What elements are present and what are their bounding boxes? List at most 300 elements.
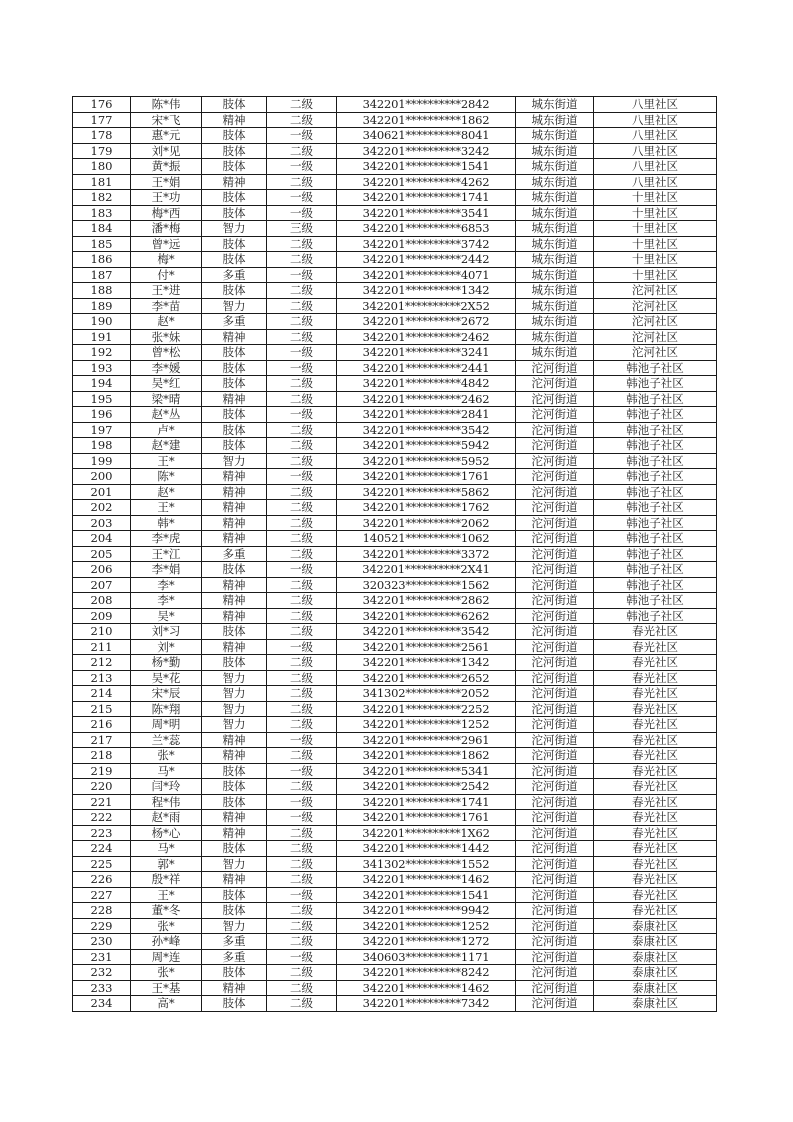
disability-type-cell: 精神 [202, 577, 267, 593]
table-row [73, 221, 717, 237]
name-cell: 王*基 [131, 980, 202, 996]
disability-level-cell: 三级 [267, 221, 337, 237]
disability-level-cell: 一级 [267, 407, 337, 423]
id-number-cell: 342201**********2961 [337, 732, 516, 748]
disability-type-cell: 智力 [202, 298, 267, 314]
street-cell: 沱河街道 [516, 748, 594, 764]
disability-type-cell: 智力 [202, 856, 267, 872]
name-cell: 刘*见 [131, 143, 202, 159]
id-number-cell: 342201**********1252 [337, 717, 516, 733]
disability-type-cell: 肢体 [202, 562, 267, 578]
disability-type-cell: 精神 [202, 639, 267, 655]
row-number-cell: 189 [73, 298, 131, 314]
name-cell: 杨*勤 [131, 655, 202, 671]
disability-type-cell: 肢体 [202, 887, 267, 903]
table-row [73, 701, 717, 717]
id-number-cell: 341302**********2052 [337, 686, 516, 702]
street-cell: 沱河街道 [516, 903, 594, 919]
row-number-cell: 199 [73, 453, 131, 469]
street-cell: 沱河街道 [516, 562, 594, 578]
id-number-cell: 140521**********1062 [337, 531, 516, 547]
row-number-cell: 187 [73, 267, 131, 283]
name-cell: 程*伟 [131, 794, 202, 810]
id-number-cell: 342201**********7342 [337, 996, 516, 1012]
street-cell: 沱河街道 [516, 965, 594, 981]
community-cell: 十里社区 [594, 221, 717, 237]
disability-level-cell: 一级 [267, 810, 337, 826]
row-number-cell: 234 [73, 996, 131, 1012]
street-cell: 沱河街道 [516, 577, 594, 593]
disability-type-cell: 肢体 [202, 763, 267, 779]
table-row [73, 190, 717, 206]
id-number-cell: 342201**********1442 [337, 841, 516, 857]
table-row [73, 531, 717, 547]
disability-level-cell: 二级 [267, 872, 337, 888]
community-cell: 春光社区 [594, 810, 717, 826]
table-row [73, 453, 717, 469]
disability-level-cell: 二级 [267, 391, 337, 407]
row-number-cell: 226 [73, 872, 131, 888]
street-cell: 沱河街道 [516, 531, 594, 547]
table-row [73, 236, 717, 252]
row-number-cell: 193 [73, 360, 131, 376]
id-number-cell: 342201**********2862 [337, 593, 516, 609]
id-number-cell: 342201**********3372 [337, 546, 516, 562]
table-row [73, 562, 717, 578]
community-cell: 春光社区 [594, 670, 717, 686]
id-number-cell: 342201**********2X41 [337, 562, 516, 578]
name-cell: 赵*建 [131, 438, 202, 454]
row-number-cell: 200 [73, 469, 131, 485]
table-row [73, 345, 717, 361]
street-cell: 沱河街道 [516, 701, 594, 717]
id-number-cell: 342201**********4071 [337, 267, 516, 283]
community-cell: 春光社区 [594, 794, 717, 810]
id-number-cell: 342201**********2652 [337, 670, 516, 686]
community-cell: 八里社区 [594, 128, 717, 144]
id-number-cell: 342201**********5952 [337, 453, 516, 469]
disability-type-cell: 精神 [202, 872, 267, 888]
community-cell: 十里社区 [594, 252, 717, 268]
disability-type-cell: 肢体 [202, 128, 267, 144]
table-row [73, 329, 717, 345]
disability-level-cell: 二级 [267, 515, 337, 531]
row-number-cell: 188 [73, 283, 131, 299]
disability-type-cell: 精神 [202, 593, 267, 609]
community-cell: 八里社区 [594, 174, 717, 190]
id-number-cell: 342201**********1272 [337, 934, 516, 950]
disability-type-cell: 智力 [202, 221, 267, 237]
disability-type-cell: 肢体 [202, 97, 267, 113]
row-number-cell: 195 [73, 391, 131, 407]
row-number-cell: 192 [73, 345, 131, 361]
name-cell: 梁*晴 [131, 391, 202, 407]
table-row [73, 825, 717, 841]
name-cell: 刘*习 [131, 624, 202, 640]
community-cell: 韩池子社区 [594, 546, 717, 562]
community-cell: 春光社区 [594, 856, 717, 872]
disability-type-cell: 精神 [202, 531, 267, 547]
street-cell: 城东街道 [516, 159, 594, 175]
name-cell: 周*明 [131, 717, 202, 733]
disability-level-cell: 二级 [267, 717, 337, 733]
disability-level-cell: 一级 [267, 345, 337, 361]
id-number-cell: 342201**********2561 [337, 639, 516, 655]
street-cell: 城东街道 [516, 221, 594, 237]
street-cell: 沱河街道 [516, 717, 594, 733]
name-cell: 王*江 [131, 546, 202, 562]
table-row [73, 887, 717, 903]
disability-type-cell: 肢体 [202, 345, 267, 361]
street-cell: 沱河街道 [516, 360, 594, 376]
row-number-cell: 208 [73, 593, 131, 609]
name-cell: 宋*飞 [131, 112, 202, 128]
name-cell: 卢* [131, 422, 202, 438]
table-row [73, 779, 717, 795]
name-cell: 赵*雨 [131, 810, 202, 826]
table-row [73, 205, 717, 221]
id-number-cell: 342201**********1761 [337, 810, 516, 826]
disability-level-cell: 二级 [267, 624, 337, 640]
disability-level-cell: 一级 [267, 469, 337, 485]
id-number-cell: 320323**********1562 [337, 577, 516, 593]
street-cell: 沱河街道 [516, 469, 594, 485]
disability-level-cell: 一级 [267, 732, 337, 748]
id-number-cell: 342201**********1862 [337, 112, 516, 128]
disability-type-cell: 肢体 [202, 794, 267, 810]
street-cell: 沱河街道 [516, 794, 594, 810]
street-cell: 城东街道 [516, 267, 594, 283]
row-number-cell: 176 [73, 97, 131, 113]
row-number-cell: 225 [73, 856, 131, 872]
community-cell: 韩池子社区 [594, 577, 717, 593]
id-number-cell: 342201**********1462 [337, 872, 516, 888]
table-row [73, 283, 717, 299]
name-cell: 李* [131, 593, 202, 609]
row-number-cell: 196 [73, 407, 131, 423]
street-cell: 城东街道 [516, 128, 594, 144]
name-cell: 曾*远 [131, 236, 202, 252]
name-cell: 李*虎 [131, 531, 202, 547]
disability-level-cell: 二级 [267, 143, 337, 159]
table-row [73, 934, 717, 950]
name-cell: 赵* [131, 484, 202, 500]
street-cell: 城东街道 [516, 298, 594, 314]
community-cell: 春光社区 [594, 639, 717, 655]
street-cell: 沱河街道 [516, 856, 594, 872]
table-row [73, 748, 717, 764]
community-cell: 泰康社区 [594, 965, 717, 981]
name-cell: 李*苗 [131, 298, 202, 314]
community-cell: 十里社区 [594, 205, 717, 221]
street-cell: 沱河街道 [516, 515, 594, 531]
street-cell: 沱河街道 [516, 825, 594, 841]
name-cell: 刘* [131, 639, 202, 655]
street-cell: 沱河街道 [516, 996, 594, 1012]
disability-type-cell: 多重 [202, 314, 267, 330]
table-row [73, 546, 717, 562]
disability-level-cell: 二级 [267, 283, 337, 299]
name-cell: 赵*丛 [131, 407, 202, 423]
community-cell: 沱河社区 [594, 345, 717, 361]
disability-type-cell: 精神 [202, 174, 267, 190]
disability-type-cell: 智力 [202, 918, 267, 934]
street-cell: 城东街道 [516, 252, 594, 268]
table-row [73, 624, 717, 640]
disability-type-cell: 精神 [202, 329, 267, 345]
disability-type-cell: 肢体 [202, 422, 267, 438]
row-number-cell: 224 [73, 841, 131, 857]
name-cell: 吴*花 [131, 670, 202, 686]
table-row [73, 996, 717, 1012]
disability-level-cell: 一级 [267, 562, 337, 578]
row-number-cell: 190 [73, 314, 131, 330]
street-cell: 沱河街道 [516, 407, 594, 423]
id-number-cell: 342201**********1X62 [337, 825, 516, 841]
street-cell: 沱河街道 [516, 639, 594, 655]
street-cell: 沱河街道 [516, 949, 594, 965]
disability-level-cell: 一级 [267, 267, 337, 283]
street-cell: 沱河街道 [516, 376, 594, 392]
id-number-cell: 342201**********1862 [337, 748, 516, 764]
row-number-cell: 194 [73, 376, 131, 392]
community-cell: 泰康社区 [594, 980, 717, 996]
disability-level-cell: 二级 [267, 856, 337, 872]
community-cell: 韩池子社区 [594, 407, 717, 423]
disability-type-cell: 肢体 [202, 236, 267, 252]
community-cell: 韩池子社区 [594, 453, 717, 469]
row-number-cell: 210 [73, 624, 131, 640]
id-number-cell: 342201**********3242 [337, 143, 516, 159]
disability-type-cell: 智力 [202, 453, 267, 469]
disability-level-cell: 二级 [267, 453, 337, 469]
name-cell: 赵* [131, 314, 202, 330]
id-number-cell: 342201**********1741 [337, 190, 516, 206]
street-cell: 城东街道 [516, 112, 594, 128]
disability-type-cell: 精神 [202, 825, 267, 841]
disability-level-cell: 二级 [267, 918, 337, 934]
disability-type-cell: 智力 [202, 670, 267, 686]
community-cell: 春光社区 [594, 825, 717, 841]
disability-level-cell: 二级 [267, 980, 337, 996]
row-number-cell: 227 [73, 887, 131, 903]
disability-level-cell: 二级 [267, 670, 337, 686]
name-cell: 张* [131, 748, 202, 764]
table-row [73, 794, 717, 810]
community-cell: 韩池子社区 [594, 593, 717, 609]
row-number-cell: 218 [73, 748, 131, 764]
id-number-cell: 341302**********1552 [337, 856, 516, 872]
row-number-cell: 221 [73, 794, 131, 810]
id-number-cell: 342201**********2462 [337, 391, 516, 407]
community-cell: 春光社区 [594, 903, 717, 919]
name-cell: 王* [131, 500, 202, 516]
street-cell: 城东街道 [516, 236, 594, 252]
name-cell: 梅*西 [131, 205, 202, 221]
community-cell: 韩池子社区 [594, 531, 717, 547]
name-cell: 王*功 [131, 190, 202, 206]
street-cell: 沱河街道 [516, 500, 594, 516]
disability-level-cell: 二级 [267, 422, 337, 438]
row-number-cell: 182 [73, 190, 131, 206]
name-cell: 潘*梅 [131, 221, 202, 237]
disability-level-cell: 二级 [267, 965, 337, 981]
table-row [73, 717, 717, 733]
street-cell: 沱河街道 [516, 438, 594, 454]
street-cell: 沱河街道 [516, 593, 594, 609]
disability-type-cell: 精神 [202, 732, 267, 748]
name-cell: 王*进 [131, 283, 202, 299]
table-row [73, 918, 717, 934]
street-cell: 沱河街道 [516, 872, 594, 888]
disability-level-cell: 二级 [267, 996, 337, 1012]
id-number-cell: 342201**********2442 [337, 252, 516, 268]
table-row [73, 128, 717, 144]
disability-level-cell: 一级 [267, 205, 337, 221]
street-cell: 城东街道 [516, 174, 594, 190]
disability-type-cell: 精神 [202, 608, 267, 624]
disability-type-cell: 智力 [202, 717, 267, 733]
disability-level-cell: 一级 [267, 190, 337, 206]
community-cell: 韩池子社区 [594, 515, 717, 531]
row-number-cell: 212 [73, 655, 131, 671]
community-cell: 泰康社区 [594, 918, 717, 934]
disability-type-cell: 肢体 [202, 159, 267, 175]
disability-type-cell: 肢体 [202, 205, 267, 221]
row-number-cell: 232 [73, 965, 131, 981]
name-cell: 付* [131, 267, 202, 283]
community-cell: 沱河社区 [594, 329, 717, 345]
street-cell: 沱河街道 [516, 686, 594, 702]
disability-type-cell: 精神 [202, 980, 267, 996]
row-number-cell: 201 [73, 484, 131, 500]
disability-level-cell: 一级 [267, 159, 337, 175]
disability-type-cell: 肢体 [202, 903, 267, 919]
disability-level-cell: 二级 [267, 701, 337, 717]
id-number-cell: 342201**********9942 [337, 903, 516, 919]
table-row [73, 686, 717, 702]
row-number-cell: 203 [73, 515, 131, 531]
table-row [73, 608, 717, 624]
id-number-cell: 342201**********5942 [337, 438, 516, 454]
street-cell: 沱河街道 [516, 422, 594, 438]
street-cell: 沱河街道 [516, 779, 594, 795]
community-cell: 十里社区 [594, 236, 717, 252]
table-body [73, 97, 717, 1012]
disability-level-cell: 二级 [267, 236, 337, 252]
disability-type-cell: 肢体 [202, 624, 267, 640]
table-row [73, 500, 717, 516]
name-cell: 兰*蕊 [131, 732, 202, 748]
name-cell: 梅* [131, 252, 202, 268]
table-row [73, 422, 717, 438]
disability-type-cell: 肢体 [202, 190, 267, 206]
disability-level-cell: 二级 [267, 531, 337, 547]
name-cell: 王*娟 [131, 174, 202, 190]
table-row [73, 670, 717, 686]
street-cell: 沱河街道 [516, 624, 594, 640]
name-cell: 马* [131, 841, 202, 857]
row-number-cell: 215 [73, 701, 131, 717]
name-cell: 惠*元 [131, 128, 202, 144]
street-cell: 沱河街道 [516, 453, 594, 469]
street-cell: 城东街道 [516, 97, 594, 113]
row-number-cell: 206 [73, 562, 131, 578]
community-cell: 沱河社区 [594, 314, 717, 330]
name-cell: 张* [131, 918, 202, 934]
name-cell: 董*冬 [131, 903, 202, 919]
id-number-cell: 342201**********1252 [337, 918, 516, 934]
community-cell: 春光社区 [594, 841, 717, 857]
row-number-cell: 191 [73, 329, 131, 345]
disability-level-cell: 二级 [267, 97, 337, 113]
row-number-cell: 205 [73, 546, 131, 562]
id-number-cell: 342201**********2462 [337, 329, 516, 345]
name-cell: 张* [131, 965, 202, 981]
disability-level-cell: 二级 [267, 174, 337, 190]
disability-level-cell: 二级 [267, 376, 337, 392]
table-row [73, 856, 717, 872]
disability-type-cell: 肢体 [202, 438, 267, 454]
disability-type-cell: 精神 [202, 112, 267, 128]
name-cell: 曾*松 [131, 345, 202, 361]
disability-level-cell: 二级 [267, 934, 337, 950]
table-row [73, 841, 717, 857]
disability-level-cell: 二级 [267, 252, 337, 268]
disability-type-cell: 精神 [202, 810, 267, 826]
row-number-cell: 217 [73, 732, 131, 748]
table-row [73, 391, 717, 407]
id-number-cell: 342201**********1342 [337, 655, 516, 671]
community-cell: 春光社区 [594, 779, 717, 795]
id-number-cell: 342201**********1462 [337, 980, 516, 996]
disability-level-cell: 二级 [267, 546, 337, 562]
row-number-cell: 222 [73, 810, 131, 826]
id-number-cell: 342201**********2252 [337, 701, 516, 717]
street-cell: 沱河街道 [516, 980, 594, 996]
id-number-cell: 342201**********2841 [337, 407, 516, 423]
disability-type-cell: 精神 [202, 500, 267, 516]
table-row [73, 97, 717, 113]
id-number-cell: 342201**********8242 [337, 965, 516, 981]
disability-level-cell: 二级 [267, 779, 337, 795]
table-row [73, 484, 717, 500]
table-row [73, 143, 717, 159]
row-number-cell: 207 [73, 577, 131, 593]
id-number-cell: 342201**********3241 [337, 345, 516, 361]
disability-type-cell: 多重 [202, 267, 267, 283]
disability-level-cell: 一级 [267, 887, 337, 903]
community-cell: 韩池子社区 [594, 391, 717, 407]
row-number-cell: 233 [73, 980, 131, 996]
row-number-cell: 181 [73, 174, 131, 190]
community-cell: 八里社区 [594, 159, 717, 175]
row-number-cell: 220 [73, 779, 131, 795]
community-cell: 韩池子社区 [594, 438, 717, 454]
disability-type-cell: 肢体 [202, 779, 267, 795]
community-cell: 春光社区 [594, 686, 717, 702]
row-number-cell: 209 [73, 608, 131, 624]
street-cell: 城东街道 [516, 143, 594, 159]
community-cell: 韩池子社区 [594, 469, 717, 485]
id-number-cell: 342201**********2X52 [337, 298, 516, 314]
table-row [73, 252, 717, 268]
disability-type-cell: 多重 [202, 949, 267, 965]
disability-type-cell: 肢体 [202, 841, 267, 857]
disability-level-cell: 二级 [267, 112, 337, 128]
name-cell: 高* [131, 996, 202, 1012]
disability-type-cell: 肢体 [202, 655, 267, 671]
